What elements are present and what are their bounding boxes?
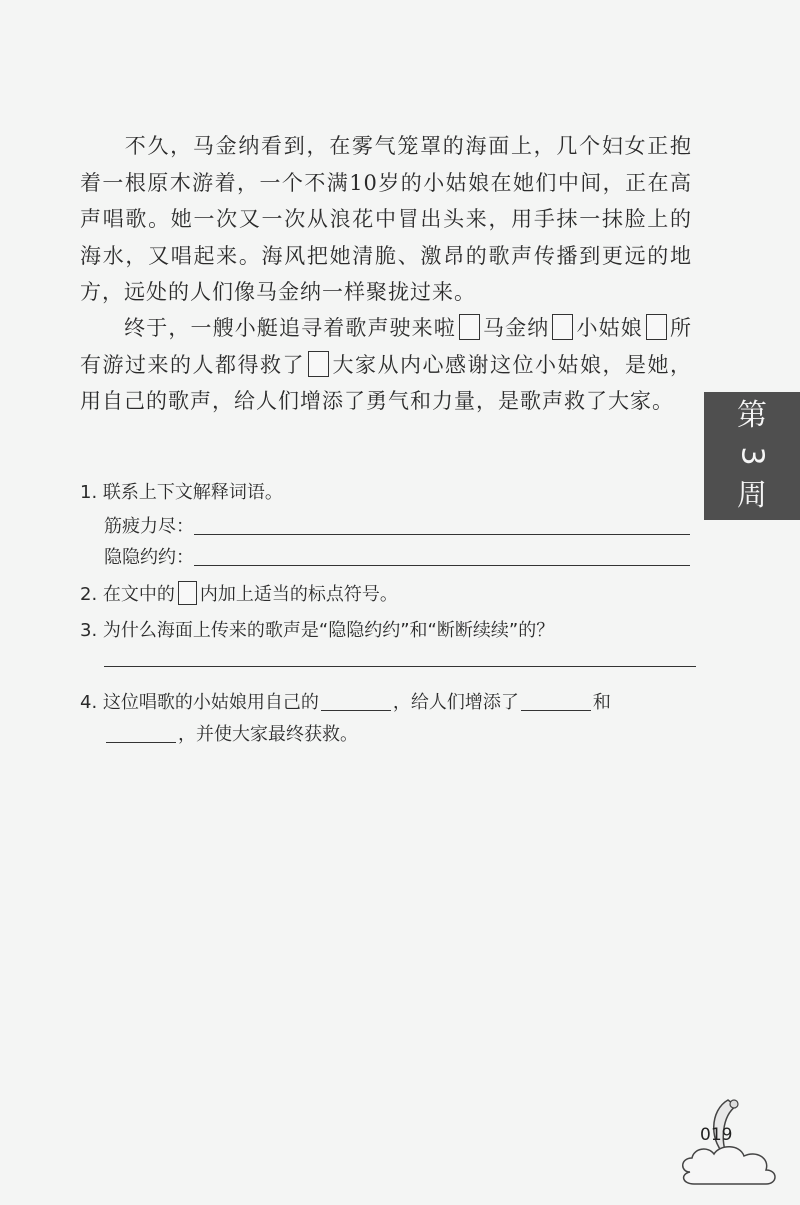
question-3: 3. 为什么海面上传来的歌声是“隐隐约约”和“断断续续”的？ bbox=[80, 620, 555, 641]
question-2 bbox=[80, 580, 398, 606]
week-tab-number: 3 bbox=[735, 446, 770, 466]
passage-text: 马金纳 bbox=[482, 316, 550, 340]
question-1-word-2 bbox=[104, 543, 690, 569]
page-number: 019 bbox=[700, 1125, 733, 1145]
answer-line[interactable] bbox=[194, 565, 690, 566]
punctuation-box[interactable] bbox=[308, 351, 329, 377]
punctuation-box[interactable] bbox=[459, 314, 480, 340]
passage-text: 所有游过来的人都得救了 bbox=[80, 316, 693, 377]
passage-text: 小姑娘 bbox=[576, 316, 643, 340]
passage-text: 大家从内心感谢这位小姑娘，是她，用自己的歌声，给人们增添了勇气和力量，是歌声救了大家。 bbox=[80, 352, 692, 413]
answer-blank[interactable] bbox=[106, 742, 176, 743]
question-4-continued bbox=[104, 720, 358, 746]
week-tab-text: 第 bbox=[737, 398, 767, 433]
week-tab bbox=[704, 392, 800, 520]
passage-text: 不久，马金纳看到，在雾气笼罩的海面上，几个妇女正抱着一根原木游着，一个不满10岁的小姑娘在她们中间，正在高声唱歌。她一次又一次从浪花中冒出头来，用手抹一抹脸上的海水，又唱起来。海风把她清脆、激昂的歌声传播到更远的地方，远处的人们像马金纳一样聚拢过来。 bbox=[80, 134, 692, 304]
passage-text: 终于，一艘小艇追寻着歌声驶来啦 bbox=[124, 316, 456, 340]
question-1: 1. 联系上下文解释词语。 bbox=[80, 482, 283, 503]
punctuation-box[interactable] bbox=[646, 314, 667, 340]
question-text: 4. 这位唱歌的小姑娘用自己的 bbox=[80, 692, 319, 713]
answer-blank[interactable] bbox=[321, 710, 391, 711]
answer-line[interactable] bbox=[104, 666, 696, 667]
answer-line[interactable] bbox=[194, 534, 690, 535]
answer-blank[interactable] bbox=[521, 710, 591, 711]
question-text: 内加上适当的标点符号。 bbox=[199, 584, 398, 605]
passage-paragraph-2 bbox=[80, 310, 692, 420]
week-tab-text: 周 bbox=[737, 478, 767, 513]
question-text: ，并使大家最终获救。 bbox=[178, 724, 358, 745]
passage-paragraph-1 bbox=[80, 128, 692, 311]
box-symbol bbox=[178, 581, 197, 605]
punctuation-box[interactable] bbox=[552, 314, 573, 340]
word-label: 筋疲力尽： bbox=[104, 516, 194, 537]
question-4 bbox=[80, 688, 611, 714]
question-text: 2. 在文中的 bbox=[80, 584, 175, 605]
question-1-word-1 bbox=[104, 512, 690, 538]
word-label: 隐隐约约： bbox=[104, 547, 194, 568]
question-text: 和 bbox=[592, 692, 611, 713]
question-text: ，给人们增添了 bbox=[392, 692, 519, 713]
